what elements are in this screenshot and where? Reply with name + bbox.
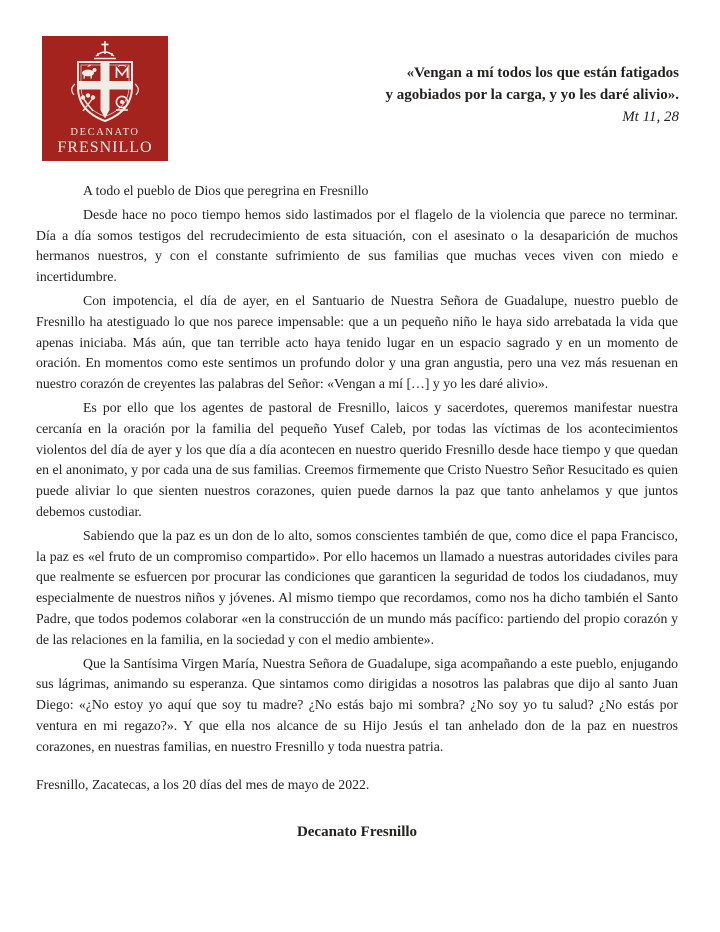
- letter-paragraph-1: Desde hace no poco tiempo hemos sido lastimados por el flagelo de la violencia que parece no terminar. Día a día somos testigos del recrudecimiento de esta situación, con el asesinato o la desaparición de muchos hermanos nuestros, y con el constante sufrimiento de sus familias que muchas veces viven con miedo e incertidumbre.: [36, 206, 678, 285]
- epigraph-line2: y agobiados por la carga, y yo les daré alivio».: [385, 86, 679, 103]
- signature: Decanato Fresnillo: [296, 824, 418, 841]
- logo-wordmark-line1: DECANATO: [70, 127, 140, 138]
- epigraph-citation: Mt 11, 28: [622, 109, 679, 125]
- logo-wordmark-line2: FRESNILLO: [57, 139, 153, 156]
- letter-paragraph-4: Sabiendo que la paz es un don de lo alto, somos conscientes también de que, como dice el papa Francisco, la paz es «el fruto de un compromiso compartido». Por ello hacemos un llamado a nuestras autoridades civiles para que realmente se esfuercen por procurar las condiciones que garanticen la seguridad de todos los ciudadanos, muy especialmente de nuestros niños y jóvenes. Al mismo tiempo que recordamos, como nos ha dicho también el Santo Padre, que todos podemos colaborar «en la construcción de un mundo más pacífico: partiendo del propio corazón y de las relaciones en la familia, en la sociedad y con el medio ambiente».: [36, 527, 678, 647]
- letter-paragraph-3: Es por ello que los agentes de pastoral de Fresnillo, laicos y sacerdotes, queremos manifestar nuestra cercanía en la oración por la familia del pequeño Yusef Caleb, por todas las víctimas de los acontecimientos violentos del día de ayer y los que día a día acontecen en nuestro querido Fresnillo desde hace tiempo y que quedan en el anonimato, y por cada una de sus familias. Creemos firmemente que Cristo Nuestro Señor Resucitado es quien puede aliviar lo que sienten nuestros corazones, quien puede darnos la paz que tanto anhelamos y que juntos debemos custodiar.: [36, 399, 678, 519]
- letter-paragraph-5: Que la Santísima Virgen María, Nuestra Señora de Guadalupe, siga acompañando a este pueblo, enjugando sus lágrimas, animando su esperanza. Que sintamos como dirigidas a nosotros las palabras que dijo al santo Juan Diego: «¿No estoy yo aquí que soy tu madre? ¿No estás bajo mi sombra? ¿No soy yo tu salud? ¿No estás por ventura en mi regazo?». Y que ella nos alcance de su Hijo Jesús el tan anhelado don de la paz en nuestros corazones, en nuestras familias, en nuestro Fresnillo y toda nuestra patria.: [36, 655, 678, 754]
- crest-cross-horizontal-band: [79, 81, 131, 90]
- epigraph-line1: «Vengan a mí todos los que están fatigados: [406, 65, 679, 81]
- decanato-crest: [42, 36, 168, 161]
- dateline: Fresnillo, Zacatecas, a los 20 días del mes de mayo de 2022.: [36, 776, 370, 792]
- decanato-logo: [42, 36, 168, 161]
- crest-cross-vertical-band: [101, 62, 110, 119]
- letter-body: [36, 181, 678, 846]
- salutation: A todo el pueblo de Dios que peregrina en Fresnillo: [83, 183, 369, 198]
- scripture-epigraph: [259, 63, 679, 129]
- letter-paragraph-2: Con impotencia, el día de ayer, en el Santuario de Nuestra Señora de Guadalupe, nuestro pueblo de Fresnillo ha atestiguado lo que nos parece impensable: que a un pequeño niño le haya sido arrebatada la vida que apenas iniciaba. Más aún, que tan terrible acto haya tenido lugar en un espacio sagrado y en un momento de oración. En momentos como este sentimos un profundo dolor y una gran angustia, pero una vez más resuenan en nuestro corazón de creyentes las palabras del Señor: «Vengan a mí […] y yo les daré alivio».: [36, 292, 678, 392]
